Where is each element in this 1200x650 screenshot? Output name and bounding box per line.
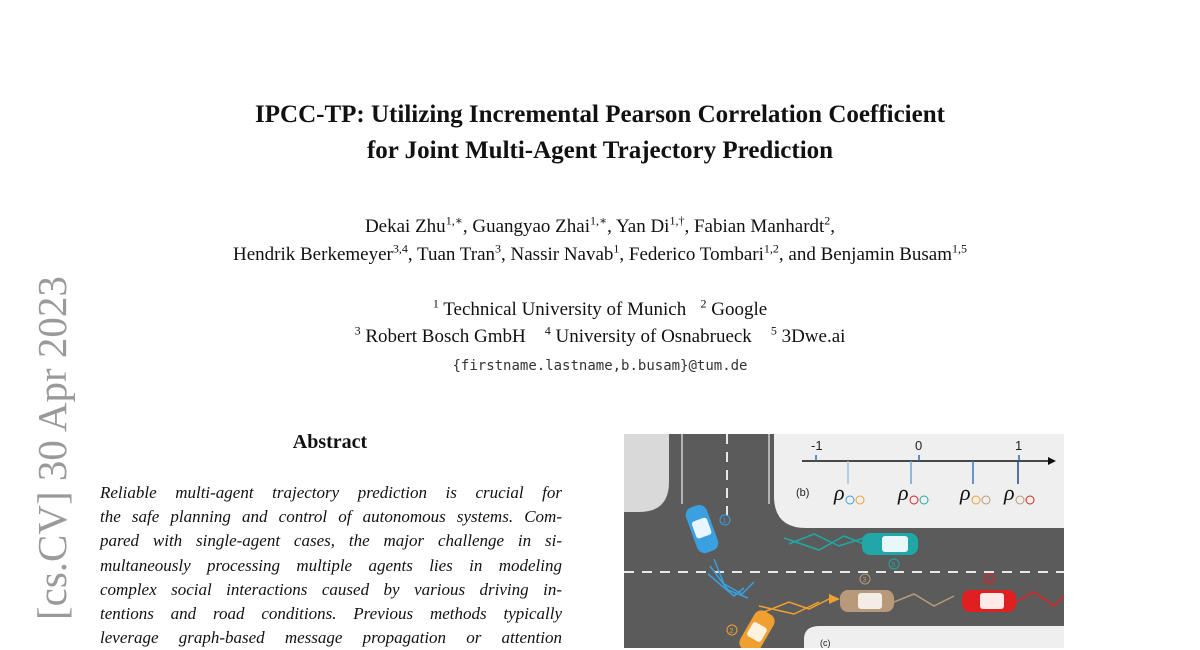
panel-b-label: (b)	[796, 487, 810, 499]
affil-sup: 3	[354, 323, 361, 338]
author-sup: 1,2	[763, 241, 779, 256]
author-sup: 1,†	[669, 213, 685, 228]
agent-id-label: 2	[729, 628, 734, 635]
rho-symbol: ρ	[1004, 480, 1015, 505]
axis-tick-label: -1	[811, 438, 823, 453]
affiliation: University of Osnabrueck	[555, 326, 752, 347]
affil-sup: 5	[770, 323, 777, 338]
author: Hendrik Berkemeyer	[233, 244, 393, 265]
arxiv-stamp: [cs.CV] 30 Apr 2023	[29, 276, 75, 620]
authors-line2: Hendrik Berkemeyer$^{3,4}$, Tuan Tran$^3$, Nassir Navab$^1$, Federico Tombari$^{1,2}$, and Benjamin Busam$^{1,5}$	[233, 241, 967, 265]
author: Tuan Tran	[417, 244, 496, 265]
rho-symbol: ρ	[960, 480, 971, 505]
paper-title-line2: for Joint Multi-Agent Trajectory Prediction	[366, 137, 834, 164]
abstract-heading: Abstract	[292, 431, 368, 453]
author: Nassir Navab	[510, 244, 614, 265]
panel-c-background	[804, 626, 1064, 648]
agent-id-label: 3	[862, 577, 867, 584]
sidewalk-top-left	[624, 434, 669, 512]
affil-sup: 4	[544, 323, 551, 338]
agent-id-label: 1	[722, 518, 727, 525]
affiliation: Robert Bosch GmbH	[365, 326, 526, 347]
agent-id-label: 5	[891, 562, 896, 569]
axis-tick-label: 1	[1015, 438, 1023, 453]
author: Guangyao Zhai	[472, 216, 590, 237]
abstract-body	[100, 481, 562, 650]
abstract-line: the safe planning and control of autonomous systems. Com-	[100, 507, 562, 527]
author: Benjamin Busam	[820, 244, 952, 265]
car-agent4	[962, 590, 1016, 612]
author: Dekai Zhu	[364, 216, 446, 237]
author: Yan Di	[615, 216, 670, 237]
affiliations-line1	[0, 296, 1200, 324]
and-word: and	[788, 244, 816, 265]
abstract-line: Reliable multi-agent trajectory prediction is crucial for	[100, 483, 562, 502]
affil-sup: 1	[432, 296, 439, 311]
author: Fabian Manhardt	[693, 216, 825, 237]
abstract-line: complex social interactions caused by various driving in-	[100, 579, 562, 599]
author-sup: 3	[495, 241, 502, 256]
affiliation: Google	[711, 299, 768, 320]
author: Federico Tombari	[628, 244, 764, 265]
author-sup: 1	[613, 241, 620, 256]
abstract-line: leverage graph-based message propagation or attention	[100, 628, 562, 648]
author-sup: 3,4	[392, 241, 408, 256]
car-agent3	[840, 590, 894, 612]
affiliations-line2	[0, 323, 1200, 351]
author-sup: 2	[824, 213, 831, 228]
contact-email: {firstname.lastname,b.busam}@tum.de	[452, 358, 748, 374]
author-sup: 1,∗	[445, 213, 463, 228]
abstract-line: pared with single-agent cases, the major challenge in si-	[100, 531, 562, 551]
axis-tick-label: 0	[915, 438, 923, 453]
agent-id-label: 4	[986, 577, 991, 584]
panel-c-label: (c)	[820, 638, 831, 648]
abstract-line: multaneously processing multiple agents lies in modeling	[100, 555, 562, 575]
rho-symbol: ρ	[898, 480, 909, 505]
author-sup: 1,∗	[590, 213, 608, 228]
authors-line1: Dekai Zhu$^{1,∗}$, Guangyao Zhai$^{1,∗}$, Yan $Di^{1,\dagger}$, Fabian Manhardt$^2$,	[364, 213, 836, 237]
teaser-figure	[624, 434, 1064, 648]
affiliation: 3Dwe.ai	[781, 326, 846, 347]
affiliation: Technical University of Munich	[443, 299, 687, 320]
affil-sup: 2	[700, 296, 707, 311]
rho-symbol: ρ	[834, 480, 845, 505]
car-agent5	[862, 533, 918, 555]
paper-title-line1: IPCC-TP: Utilizing Incremental Pearson Correlation Coefficient	[255, 101, 945, 128]
abstract-line: tentions and road conditions. Previous methods typically	[100, 604, 562, 624]
author-sup: 1,5	[951, 241, 967, 256]
